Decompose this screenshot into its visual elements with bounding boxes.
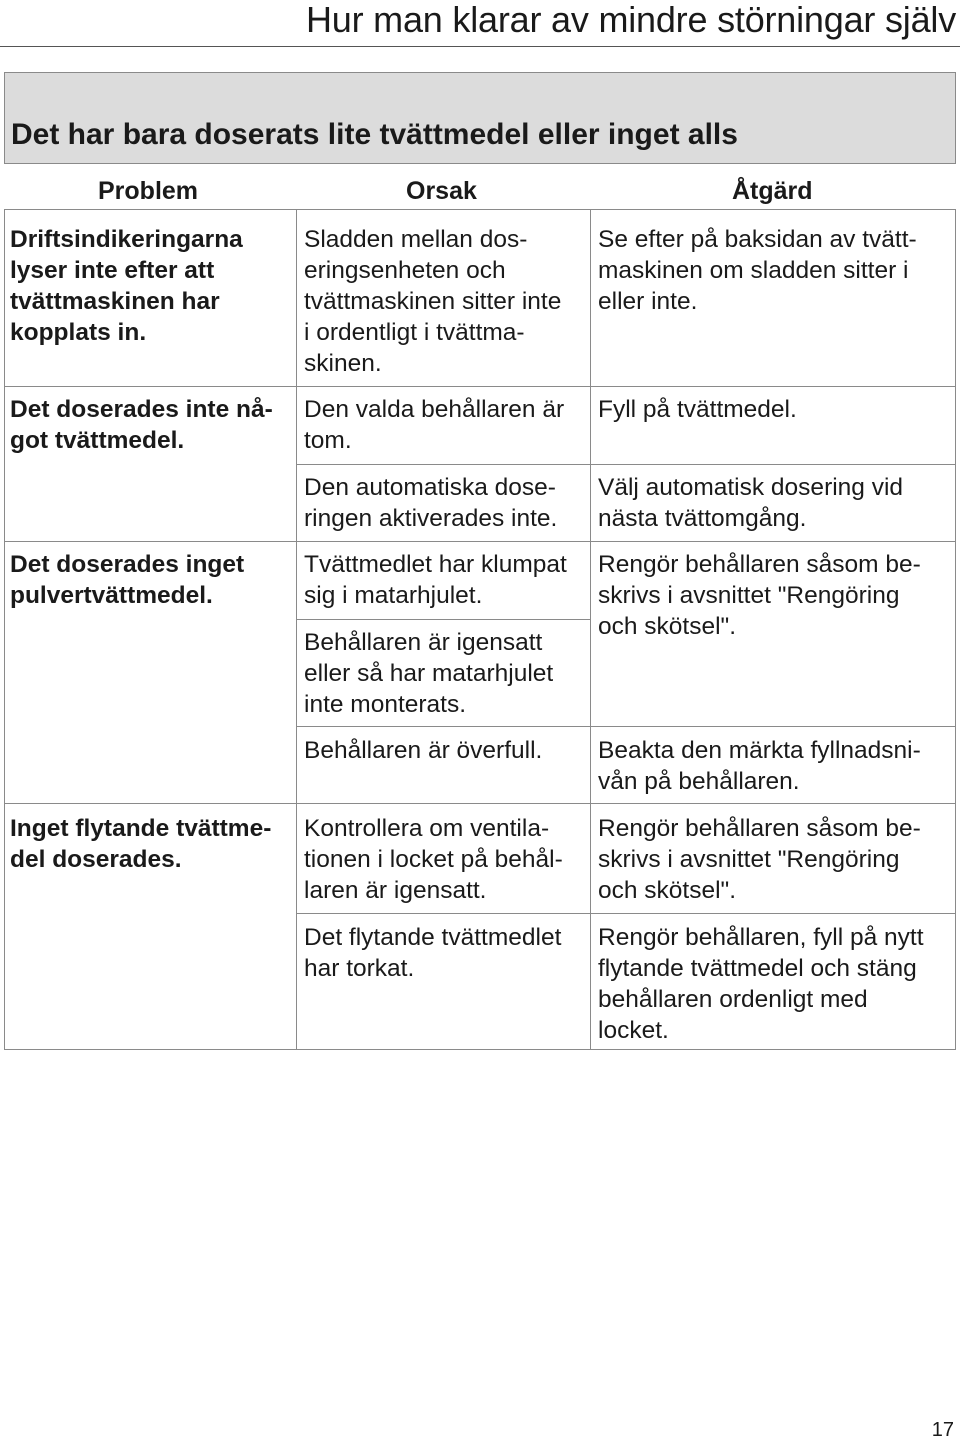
- action-cell: Rengör behållaren såsom be- skrivs i avsnittet "Rengöring och skötsel".: [598, 551, 921, 640]
- row-divider: [4, 541, 956, 542]
- section-banner: [4, 72, 956, 164]
- section-title: Det har bara doserats lite tvättmedel eller inget alls: [11, 118, 738, 151]
- cause-cell: Den valda behållaren är tom.: [304, 396, 565, 454]
- row-divider: [296, 464, 956, 465]
- problem-cell: Det doserades inte nå- got tvättmedel.: [10, 396, 273, 454]
- problem-cell: Driftsindikeringarna lyser inte efter att tvättmaskinen har kopplats in.: [10, 226, 243, 346]
- action-cell: Se efter på baksidan av tvätt- maskinen om sladden sitter i eller inte.: [598, 226, 917, 315]
- action-cell: Rengör behållaren, fyll på nytt flytande tvättmedel och stäng behållaren ordenligt med locket.: [598, 924, 924, 1044]
- row-divider: [4, 386, 956, 387]
- header-divider: [0, 46, 960, 47]
- action-cell: Beakta den märkta fyllnadsni- vån på behållaren.: [598, 737, 921, 795]
- row-divider: [296, 913, 956, 914]
- row-divider: [296, 619, 590, 620]
- cause-cell: Behållaren är överfull.: [304, 737, 543, 764]
- cause-cell: Kontrollera om ventila- tionen i locket på behål- laren är igensatt.: [304, 815, 563, 904]
- action-cell: Välj automatisk dosering vid nästa tvättomgång.: [598, 474, 904, 532]
- column-header-problem: Problem: [98, 177, 199, 205]
- cause-cell: Tvättmedlet har klumpat sig i matarhjulet.: [304, 551, 567, 609]
- row-divider: [4, 803, 956, 804]
- cause-cell: Behållaren är igensatt eller så har matarhjulet inte monterats.: [304, 629, 554, 718]
- page-title: Hur man klarar av mindre störningar själv: [305, 0, 956, 40]
- cause-cell: Det flytande tvättmedlet har torkat.: [304, 924, 562, 982]
- action-cell: Rengör behållaren såsom be- skrivs i avsnittet "Rengöring och skötsel".: [598, 815, 921, 904]
- column-divider: [296, 209, 297, 1050]
- action-cell: Fyll på tvättmedel.: [598, 396, 797, 423]
- cause-cell: Den automatiska dose- ringen aktiverades inte.: [304, 474, 558, 532]
- column-header-action: Åtgärd: [732, 177, 813, 205]
- problem-cell: Inget flytande tvättme- del doserades.: [10, 815, 272, 873]
- page-number: 17: [931, 1419, 954, 1441]
- cause-cell: Sladden mellan dos- eringsenheten och tvättmaskinen sitter inte i ordentligt i tvättma- skinen.: [304, 226, 562, 377]
- column-divider: [590, 209, 591, 1050]
- row-divider: [296, 726, 956, 727]
- column-header-cause: Orsak: [406, 177, 477, 205]
- problem-cell: Det doserades inget pulvertvättmedel.: [10, 551, 245, 609]
- page-header: [0, 0, 960, 48]
